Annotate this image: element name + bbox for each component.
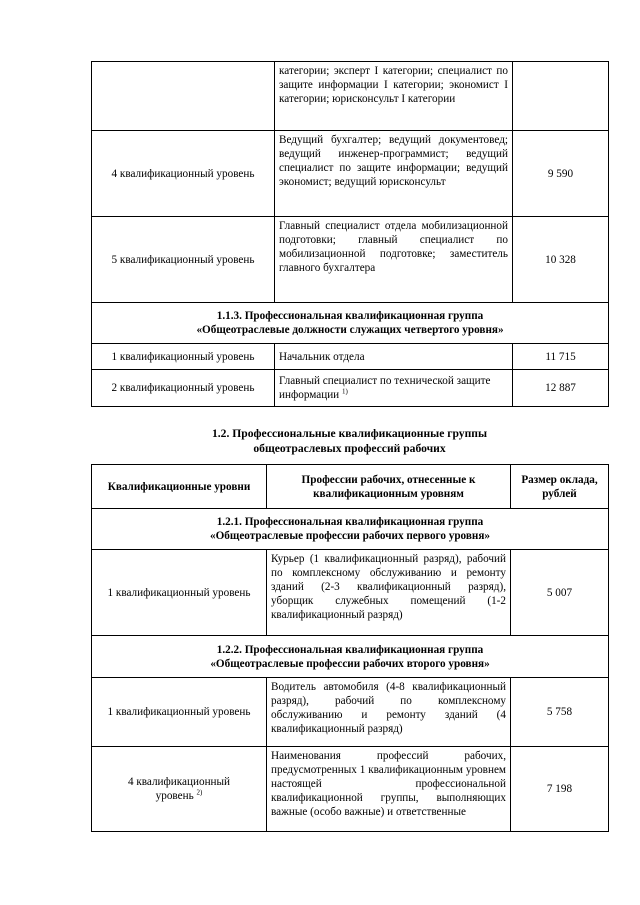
table-row [92, 217, 609, 303]
group-title-line: «Общеотраслевые профессии рабочих второго уровня» [210, 657, 490, 670]
level-cell: 2 квалификационный уровень [92, 370, 275, 407]
profession-cell: Ведущий бухгалтер; ведущий документовед; ведущий инженер-программист; ведущий специалист по защите информации; ведущий экономист; ведущий юрисконсульт [275, 131, 513, 217]
column-header-professions: Профессии рабочих, отнесенные к квалификационным уровням [267, 465, 511, 509]
table-row [92, 131, 609, 217]
profession-cell: Главный специалист отдела мобилизационной подготовки; главный специалист по мобилизационной подготовке; заместитель главного бухгалтера [275, 217, 513, 303]
salary-cell: 5 007 [511, 550, 609, 636]
salary-cell: 9 590 [513, 131, 609, 217]
group-header-row [92, 636, 609, 678]
level-cell: 1 квалификационный уровень [92, 550, 267, 636]
group-title-line: «Общеотраслевые должности служащих четвертого уровня» [196, 324, 504, 336]
level-cell [92, 747, 267, 832]
group-title [92, 636, 609, 678]
profession-cell: Начальник отдела [275, 344, 513, 370]
group-title [92, 303, 609, 344]
profession-cell: Водитель автомобиля (4-8 квалификационный разряд), рабочий по комплексному обслуживанию и ремонту зданий (4 квалификационный разряд) [267, 678, 511, 747]
level-cell: 4 квалификационный уровень [92, 131, 275, 217]
level-text-cont [95, 789, 263, 803]
profession-cell [275, 370, 513, 407]
group-header-row [92, 303, 609, 344]
table-row [92, 550, 609, 636]
table-row [92, 62, 609, 131]
section-title [91, 426, 608, 456]
group-title [92, 509, 609, 550]
profession-text: Главный специалист по технической защите информации [279, 375, 491, 401]
group-title-line: «Общеотраслевые профессии рабочих первого уровня» [209, 530, 491, 542]
table-row [92, 370, 609, 407]
column-header-salary: Размер оклада, рублей [511, 465, 609, 509]
table-workers [91, 464, 609, 832]
level-cell [92, 62, 275, 131]
table-header-row [92, 465, 609, 509]
level-cell: 1 квалификационный уровень [92, 678, 267, 747]
group-title-line: 1.2.2. Профессиональная квалификационная группа [216, 643, 484, 656]
group-title-line: 1.2.1. Профессиональная квалификационная группа [216, 516, 484, 528]
salary-cell: 7 198 [511, 747, 609, 832]
level-cell: 1 квалификационный уровень [92, 344, 275, 370]
table-row [92, 344, 609, 370]
level-cell: 5 квалификационный уровень [92, 217, 275, 303]
salary-cell [513, 62, 609, 131]
level-text: 4 квалификационный [127, 776, 231, 788]
profession-cell: Наименования профессий рабочих, предусмотренных 1 квалификационным уровнем настоящей профессиональной квалификационной группы, выполняющих важные (особо важные) и ответственные [267, 747, 511, 832]
group-title-line: 1.1.3. Профессиональная квалификационная группа [216, 310, 484, 322]
column-header-level: Квалификационные уровни [92, 465, 267, 509]
footnote-marker: 1) [341, 387, 348, 396]
table-officials [91, 61, 609, 407]
table-row [92, 747, 609, 832]
footnote-marker: 2) [196, 788, 203, 797]
profession-cell: Курьер (1 квалификационный разряд), рабочий по комплексному обслуживанию и ремонту зданий (2-3 квалификационный разряд), уборщик служебных помещений (1-2 квалификационный разряд) [267, 550, 511, 636]
salary-cell: 10 328 [513, 217, 609, 303]
level-text: уровень [155, 790, 194, 802]
salary-cell: 5 758 [511, 678, 609, 747]
section-title-line: 1.2. Профессиональные квалификационные группы [211, 427, 488, 440]
salary-cell: 12 887 [513, 370, 609, 407]
profession-cell: категории; эксперт I категории; специалист по защите информации I категории; экономист I категории; юрисконсульт I категории [275, 62, 513, 131]
section-title-line: общеотраслевых профессий рабочих [253, 442, 446, 455]
table-row [92, 678, 609, 747]
salary-cell: 11 715 [513, 344, 609, 370]
group-header-row [92, 509, 609, 550]
